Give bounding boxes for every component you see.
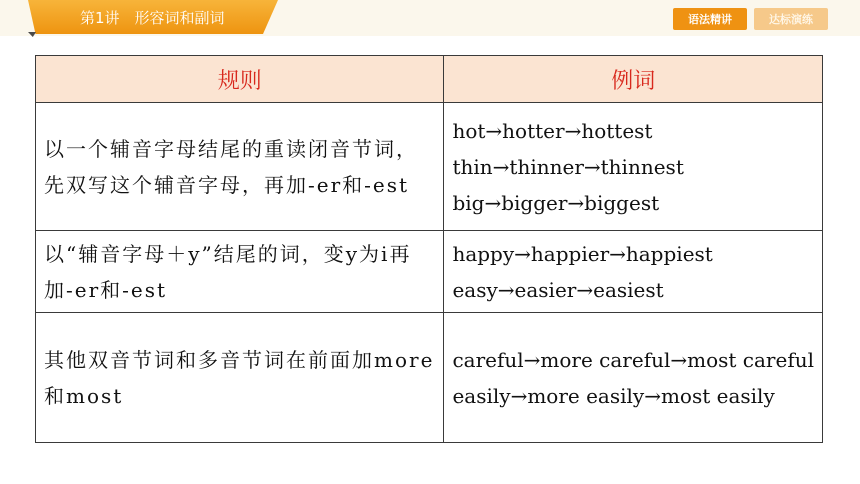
example-line: happy→happier→happiest [452, 241, 713, 266]
rule-cell: 以“辅音字母＋y”结尾的词，变y为i再加-er和-est [36, 231, 444, 313]
table-row [36, 231, 823, 313]
examples-cell [444, 103, 823, 231]
example-line: big→bigger→biggest [452, 190, 660, 215]
nav-grammar-explanation-button[interactable]: 语法精讲 [673, 8, 747, 30]
rule-cell: 其他双音节词和多音节词在前面加more和most [36, 313, 444, 443]
table-row [36, 313, 823, 443]
examples-cell [444, 231, 823, 313]
nav-practice-button[interactable]: 达标演练 [754, 8, 828, 30]
header-examples: 例词 [444, 56, 823, 103]
header-rule: 规则 [36, 56, 444, 103]
example-line: easy→easier→easiest [452, 277, 664, 302]
examples-cell [444, 313, 823, 443]
table-header-row [36, 56, 823, 103]
example-line: easily→more easily→most easily [452, 383, 775, 408]
table-row [36, 103, 823, 231]
lesson-title: 第1讲 形容词和副词 [80, 9, 225, 27]
comparison-rules-table [35, 55, 823, 443]
example-line: hot→hotter→hottest [452, 118, 653, 143]
rule-cell: 以一个辅音字母结尾的重读闭音节词，先双写这个辅音字母，再加-er和-est [36, 103, 444, 231]
example-line: thin→thinner→thinnest [452, 154, 684, 179]
example-line: careful→more careful→most careful [452, 347, 814, 372]
